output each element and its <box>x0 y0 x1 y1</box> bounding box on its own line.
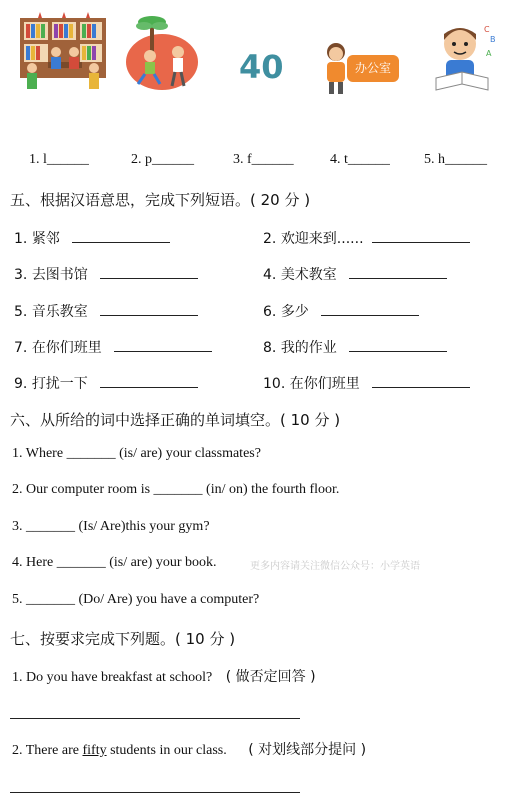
fill-blank-item: 3. _______ (Is/ Are)this your gym? <box>12 519 210 534</box>
letter-item: 3. f______ <box>233 152 294 167</box>
phrase-item: 4. 美术教室 <box>263 264 447 284</box>
phrase-item: 3. 去图书馆 <box>14 264 198 284</box>
watermark-text: 更多内容请关注微信公众号：小学英语 <box>250 561 420 572</box>
fill-blank-item: 4. Here _______ (is/ are) your book. <box>12 555 217 570</box>
section5-title: 五、根据汉语意思，完成下列短语。( 20 分 ) <box>10 191 311 209</box>
phrase-item: 9. 打扰一下 <box>14 373 198 393</box>
letter-item: 5. h______ <box>424 152 487 167</box>
phrase-item: 8. 我的作业 <box>263 337 447 357</box>
underlined-word: fifty <box>82 743 107 758</box>
fill-blank-item: 5. _______ (Do/ Are) you have a computer? <box>12 592 260 607</box>
page-number: 40 <box>239 48 284 86</box>
library-scene-icon <box>18 10 108 92</box>
question-2-instruction: ( 对划线部分提问 ) <box>248 742 367 758</box>
section7-title: 七、按要求完成下列题。( 10 分 ) <box>10 630 236 648</box>
phrase-item: 1. 紧邻 <box>14 228 170 248</box>
letter-item: 1. l______ <box>29 152 89 167</box>
answer-line-1[interactable] <box>10 718 300 719</box>
phrase-item: 6. 多少 <box>263 301 419 321</box>
letter-item: 4. t______ <box>330 152 390 167</box>
fill-blank-item: 2. Our computer room is _______ (in/ on) the fourth floor. <box>12 482 340 497</box>
playground-scene-icon <box>120 14 200 92</box>
phrase-item: 2. 欢迎来到...... <box>263 228 470 248</box>
svg-text:C: C <box>484 25 490 34</box>
fill-blank-item: 1. Where _______ (is/ are) your classmates? <box>12 446 261 461</box>
phrase-item: 7. 在你们班里 <box>14 337 212 357</box>
question-1: 1. Do you have breakfast at school? ( 做否定回答 ) <box>12 669 316 685</box>
section6-title: 六、从所给的词中选择正确的单词填空。( 10 分 ) <box>10 411 341 429</box>
svg-text:A: A <box>486 49 492 58</box>
reading-boy-icon <box>432 18 500 98</box>
question-2: 2. There are fifty students in our class. ( 对划线部分提问 ) <box>12 742 367 758</box>
answer-line-2[interactable] <box>10 792 300 793</box>
letter-item: 2. p______ <box>131 152 194 167</box>
phrase-item: 10. 在你们班里 <box>263 373 470 393</box>
phrase-item: 5. 音乐教室 <box>14 301 198 321</box>
office-label: 办公室 <box>347 55 399 82</box>
question-1-instruction: ( 做否定回答 ) <box>225 669 316 685</box>
svg-text:B: B <box>490 35 496 44</box>
